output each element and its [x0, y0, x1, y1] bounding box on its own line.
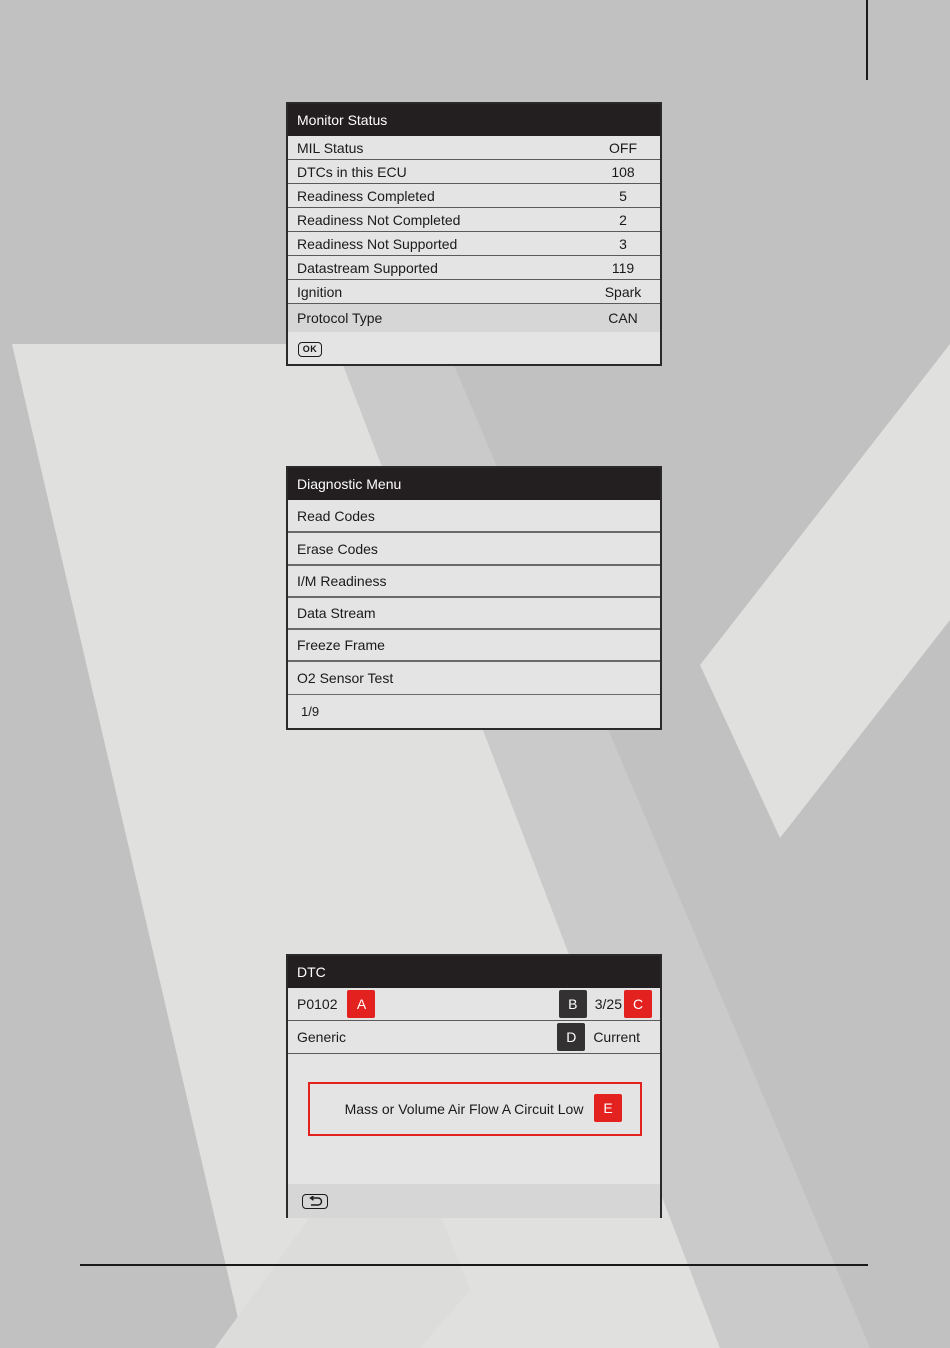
dtc-type: Generic	[297, 1029, 347, 1045]
row-value: CAN	[608, 310, 638, 326]
row-value: 119	[611, 259, 635, 276]
status-row-readiness-not-supported	[288, 232, 660, 256]
status-row-readiness-completed	[288, 184, 660, 208]
dtc-screen	[286, 954, 662, 1218]
dtc-description-area	[288, 1054, 660, 1184]
row-label: Ignition	[297, 283, 343, 300]
status-row-ignition	[288, 280, 660, 304]
row-value: OFF	[609, 139, 637, 156]
dtc-index: 3/25	[594, 996, 622, 1012]
screen-title: DTC	[288, 956, 660, 988]
menu-item-im-readiness[interactable]: I/M Readiness	[288, 566, 660, 598]
row-label: Readiness Not Completed	[297, 211, 461, 228]
row-label: Readiness Completed	[297, 187, 435, 204]
description-highlight-box	[308, 1082, 642, 1136]
dtc-code: P0102	[297, 996, 338, 1012]
row-value: Spark	[604, 283, 642, 300]
return-arrow-icon	[307, 1196, 323, 1207]
callout-b-badge: B	[559, 990, 587, 1018]
ok-button[interactable]: OK	[298, 342, 322, 357]
return-icon[interactable]	[302, 1194, 328, 1209]
screen-title: Monitor Status	[288, 104, 660, 136]
row-value: 2	[619, 211, 627, 228]
status-row-protocol	[288, 304, 660, 332]
menu-item-data-stream[interactable]: Data Stream	[288, 598, 660, 630]
row-value: 5	[619, 187, 627, 204]
menu-item-erase-codes[interactable]: Erase Codes	[288, 533, 660, 566]
status-row-readiness-not-completed	[288, 208, 660, 232]
row-label: Protocol Type	[297, 310, 383, 326]
menu-item-read-codes[interactable]: Read Codes	[288, 500, 660, 533]
row-label: MIL Status	[297, 139, 364, 156]
status-row-mil	[288, 136, 660, 160]
dtc-type-row	[288, 1021, 660, 1054]
screen-footer	[288, 332, 660, 366]
page-number: 1/9	[301, 704, 320, 719]
status-row-datastream	[288, 256, 660, 280]
callout-c-badge: C	[624, 990, 652, 1018]
menu-item-freeze-frame[interactable]: Freeze Frame	[288, 630, 660, 662]
page-margin-line-vertical	[866, 0, 868, 80]
page-footer-rule	[80, 1264, 868, 1266]
dtc-status: Current	[593, 1029, 640, 1045]
dtc-description: Mass or Volume Air Flow A Circuit Low	[344, 1101, 584, 1117]
page-indicator	[288, 695, 660, 728]
row-value: 108	[611, 163, 635, 180]
callout-e-badge: E	[594, 1094, 622, 1122]
row-label: Readiness Not Supported	[297, 235, 458, 252]
row-label: Datastream Supported	[297, 259, 438, 276]
monitor-status-screen	[286, 102, 662, 366]
callout-a-badge: A	[347, 990, 375, 1018]
dtc-code-row	[288, 988, 660, 1021]
menu-item-o2-sensor-test[interactable]: O2 Sensor Test	[288, 662, 660, 695]
diagnostic-menu-screen	[286, 466, 662, 730]
row-value: 3	[619, 235, 627, 252]
screen-title: Diagnostic Menu	[288, 468, 660, 500]
row-label: DTCs in this ECU	[297, 163, 407, 180]
screen-footer	[288, 1184, 660, 1218]
callout-d-badge: D	[557, 1023, 585, 1051]
status-row-dtcs	[288, 160, 660, 184]
